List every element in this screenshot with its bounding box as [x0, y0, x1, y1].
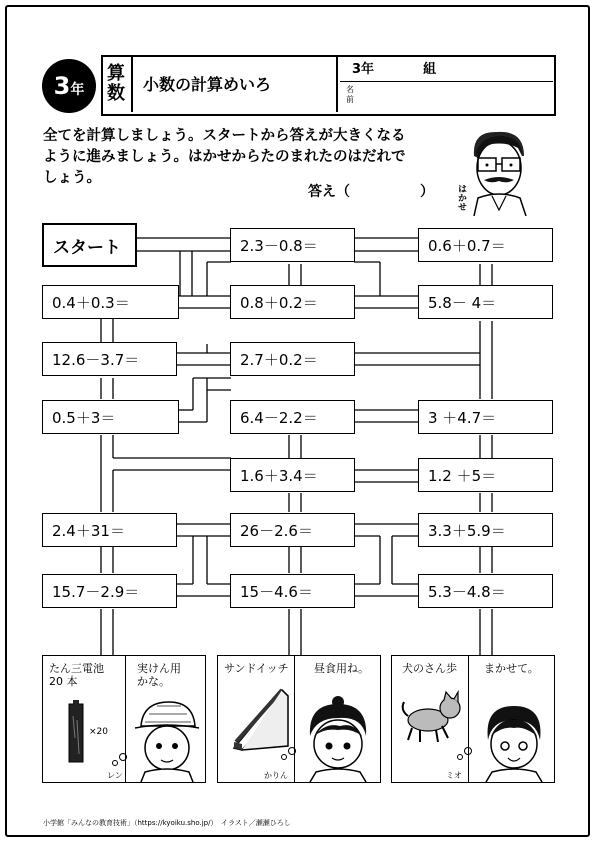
girl-illustration: [296, 696, 380, 782]
thought-bubble-icon: [109, 752, 129, 768]
maze-cell: 15.7－2.9＝: [42, 574, 177, 608]
class-label: 組: [423, 62, 437, 77]
maze-cell: 0.6＋0.7＝: [418, 228, 553, 262]
instruction-line-2: ように進みましょう。はかせからたのまれたのはだれで: [43, 149, 406, 165]
maze-cell: 2.4＋31＝: [42, 513, 177, 547]
panel-divider: [468, 656, 469, 782]
maze-cell: 5.8－ 4＝: [418, 285, 553, 319]
maze-cell: 5.3－4.8＝: [418, 574, 553, 608]
character-panel-karin[interactable]: [217, 655, 381, 783]
panel-speech-text: 昼食用ね。: [314, 662, 369, 675]
grade-number: 3: [53, 72, 71, 100]
maze-cell: 1.6＋3.4＝: [230, 458, 355, 492]
maze-cell: 12.6－3.7＝: [42, 342, 177, 376]
name-label-2: 前: [346, 95, 354, 104]
panel-speech-text: まかせて。: [484, 662, 539, 675]
name-label-1: 名: [346, 85, 354, 94]
subject-top: 算: [107, 62, 125, 84]
maze-cell: 26－2.6＝: [230, 513, 355, 547]
maze-cell: 15－4.6＝: [230, 574, 355, 608]
panel-item-text: たん三電池 20 本: [49, 662, 104, 688]
character-name: ミオ: [446, 771, 462, 780]
panel-item-text: 犬のさん歩: [402, 662, 457, 675]
maze-cell: 0.8＋0.2＝: [230, 285, 355, 319]
girl-short-hair-illustration: [474, 696, 554, 782]
maze-cell: 3 ＋4.7＝: [418, 400, 553, 434]
character-name: かりん: [264, 771, 288, 780]
thought-bubble-icon: [278, 746, 298, 762]
instruction-line-3: しょう。: [43, 170, 101, 186]
panel-divider: [294, 656, 295, 782]
answer-close: ）: [420, 184, 434, 200]
instruction-line-1: 全てを計算しましょう。スタートから答えが大きくなる: [43, 128, 406, 144]
subject-bottom: 数: [107, 82, 125, 104]
battery-count: ×20: [89, 727, 108, 737]
sandwich-icon: [226, 684, 292, 754]
character-panel-ren[interactable]: [42, 655, 206, 783]
thought-bubble-icon: [454, 746, 474, 762]
panel-item-text: サンドイッチ: [224, 662, 289, 675]
dog-icon: [398, 688, 468, 748]
answer-label: 答え（: [308, 184, 350, 200]
maze-cell: 1.2 ＋5＝: [418, 458, 553, 492]
maze-cell: 6.4－2.2＝: [230, 400, 355, 434]
character-panel-mio[interactable]: [391, 655, 555, 783]
character-name: レン: [107, 771, 123, 780]
maze-cell: 2.7＋0.2＝: [230, 342, 355, 376]
maze-start: スタート: [42, 223, 137, 267]
maze-cell: 2.3－0.8＝: [230, 228, 355, 262]
worksheet-title: 小数の計算めいろ: [133, 55, 338, 112]
hakase-label: はかせ: [456, 184, 466, 211]
panel-speech-text: 実けん用 かな。: [137, 662, 181, 688]
grade-suffix: 年: [70, 82, 85, 98]
maze-cell: 0.5＋3＝: [42, 400, 179, 434]
class-grade: 3年: [352, 62, 375, 77]
maze-cell: 0.4＋0.3＝: [42, 285, 179, 319]
footer-credit: 小学館「みんなの教育技術」（https://kyoiku.sho.jp/） イラスト／瀬瀬ひろし: [43, 819, 291, 827]
boy-detective-illustration: [127, 692, 205, 782]
maze-cell: 3.3＋5.9＝: [418, 513, 553, 547]
